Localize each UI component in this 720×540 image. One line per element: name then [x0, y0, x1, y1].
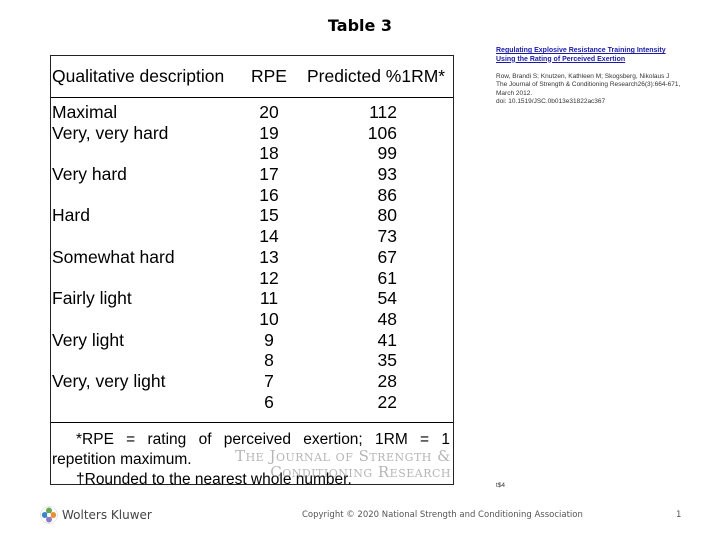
cell-description: Very light: [52, 329, 124, 350]
cell-description: Hard: [52, 205, 90, 226]
table-row: [51, 268, 453, 289]
footnote-rounding: †Rounded to the nearest whole number.: [76, 471, 352, 488]
header-predicted: Predicted %1RM*: [307, 66, 446, 86]
header-rpe: RPE: [251, 66, 287, 86]
table-row: [51, 288, 453, 309]
article-title-link[interactable]: Regulating Explosive Resistance Training Intensity Using the Rating of Perceived Exertion: [496, 47, 666, 63]
cell-predicted: 93: [377, 164, 397, 185]
footnote-rpe-definition-cont: repetition maximum.: [52, 451, 192, 468]
cell-description: Very, very light: [52, 370, 166, 391]
cell-predicted: 106: [367, 122, 397, 143]
cell-predicted: 35: [377, 350, 397, 371]
cell-description: Very hard: [52, 164, 127, 185]
watermark-line-2: Conditioning Research: [270, 463, 451, 481]
cell-rpe: 7: [264, 370, 274, 391]
table-row: [51, 185, 453, 206]
cell-rpe: 18: [259, 143, 279, 164]
cell-rpe: 12: [259, 267, 279, 288]
cell-predicted: 73: [377, 226, 397, 247]
cell-predicted: 99: [377, 143, 397, 164]
table-row: [51, 205, 453, 226]
cell-predicted: 86: [377, 184, 397, 205]
cell-rpe: 6: [264, 391, 274, 412]
cell-predicted: 112: [369, 102, 397, 122]
table-row: [51, 143, 453, 164]
citation-journal: The Journal of Strength & Conditioning Research26(3):664-671, March 2012.: [496, 81, 681, 97]
cell-rpe: 11: [259, 288, 279, 309]
table-body: [51, 102, 453, 412]
cell-rpe: 10: [259, 308, 279, 329]
cell-predicted: 80: [377, 205, 397, 226]
cell-predicted: 61: [377, 267, 397, 288]
table-row: [51, 309, 453, 330]
cell-rpe: 16: [259, 184, 279, 205]
table-row: [51, 350, 453, 371]
table-footnotes: [52, 430, 450, 490]
slide-id: t$4: [496, 482, 506, 489]
cell-rpe: 20: [259, 102, 279, 122]
footnote-rule: [51, 422, 453, 423]
citation-authors: Row, Brandi S; Knutzen, Kathleen M; Skogsberg, Nikolaus J: [496, 73, 670, 80]
cell-predicted: 41: [377, 329, 397, 350]
table-row: [51, 371, 453, 392]
cell-description: Fairly light: [52, 288, 132, 309]
copyright-notice: Copyright © 2020 National Strength and Conditioning Association: [302, 510, 583, 520]
citation-doi: doi: 10.1519/JSC.0b013e31822ac367: [496, 97, 606, 105]
page-number: 1: [676, 510, 682, 520]
wolters-kluwer-logo: [40, 506, 152, 524]
watermark-line-1: The Journal of Strength &: [235, 447, 451, 465]
cell-predicted: 22: [377, 391, 397, 412]
cell-predicted: 54: [377, 288, 397, 309]
cell-predicted: 48: [377, 308, 397, 329]
table-row: [51, 247, 453, 268]
cell-rpe: 13: [259, 246, 279, 267]
table-row: [51, 330, 453, 351]
wolters-kluwer-logo-icon: [40, 506, 58, 524]
rpe-table: [50, 55, 454, 488]
cell-rpe: 14: [259, 226, 279, 247]
header-description: Qualitative description: [52, 66, 225, 86]
table-row: [51, 123, 453, 144]
table-row: [51, 164, 453, 185]
cell-description: Very, very hard: [52, 122, 169, 143]
cell-rpe: 15: [259, 205, 279, 226]
cell-rpe: 19: [259, 122, 279, 143]
footnote-rpe-definition: *RPE = rating of perceived exertion; 1RM = 1: [76, 431, 450, 448]
cell-rpe: 17: [259, 164, 279, 185]
table-row: [51, 392, 453, 413]
logo-text: Wolters Kluwer: [62, 508, 152, 522]
cell-description: Maximal: [52, 102, 118, 122]
slide-title: Table 3: [327, 16, 393, 35]
citation-block: [496, 73, 696, 106]
cell-description: Somewhat hard: [52, 246, 175, 267]
cell-predicted: 67: [377, 246, 397, 267]
cell-rpe: 9: [264, 329, 274, 350]
table-row: [51, 226, 453, 247]
header-rule: [51, 97, 453, 98]
table-row: [51, 102, 453, 123]
cell-rpe: 8: [264, 350, 274, 371]
cell-predicted: 28: [377, 370, 397, 391]
